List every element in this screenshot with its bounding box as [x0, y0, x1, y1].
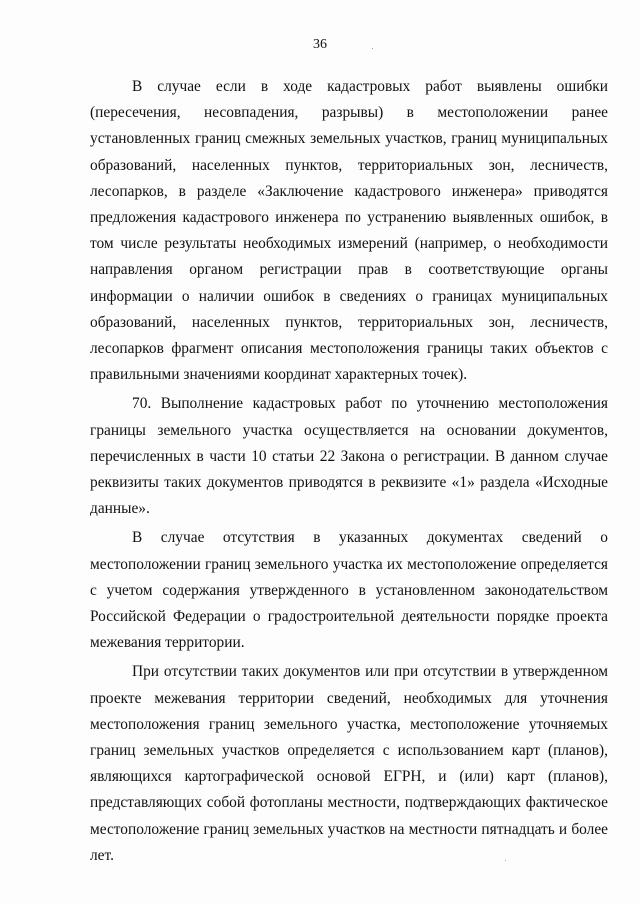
paragraph-absence-of-information: В случае отсутствия в указанных документах сведений о местоположении границ земельного участка их местоположение определяется с учетом содержания утвержденного в установленном законодательством Российской Федерации о градостроительной деятельности порядке проекта межевания территории.: [90, 529, 608, 652]
scan-speck: [505, 860, 506, 861]
paragraph-absence-of-documents: При отсутствии таких документов или при отсутствии в утвержденном проекте межевания территории сведений, необходимых для уточнения местоположения границ земельного участка, местоположение уточняемых границ земельных участков определяется с использованием карт (планов), являющихся картографической основой ЕГРН, и (или) карт (планов), представляющих собой фотопланы местности, подтверждающих фактическое местоположение границ земельных участков на местности пятнадцать и более лет.: [90, 663, 608, 864]
scan-speck: [372, 48, 373, 49]
paragraph-70-cadastral-works: 70. Выполнение кадастровых работ по уточнению местоположения границы земельного участка осуществляется на основании документов, перечисленных в части 10 статьи 22 Закона о регистрации. В данном случае реквизиты таких документов приводятся в реквизите «1» раздела «Исходные данные».: [90, 395, 608, 518]
paragraph-errors-in-boundaries: В случае если в ходе кадастровых работ выявлены ошибки (пересечения, несовпадения, разрывы) в местоположении ранее установленных границ смежных земельных участков, границ муниципальных образований, населенных пунктов, территориальных зон, лесничеств, лесопарков, в разделе «Заключение кадастрового инженера» приводятся предложения кадастрового инженера по устранению выявленных ошибок, в том числе результаты необходимых измерений (например, о необходимости направления органом регистрации прав в соответствующие органы информации о наличии ошибок в сведениях о границах муниципальных образований, населенных пунктов, территориальных зон, лесничеств, лесопарков фрагмент описания местоположения границы таких объектов с правильными значениями координат характерных точек).: [90, 78, 608, 384]
document-body: [90, 74, 608, 872]
page-number: 36: [313, 37, 327, 52]
